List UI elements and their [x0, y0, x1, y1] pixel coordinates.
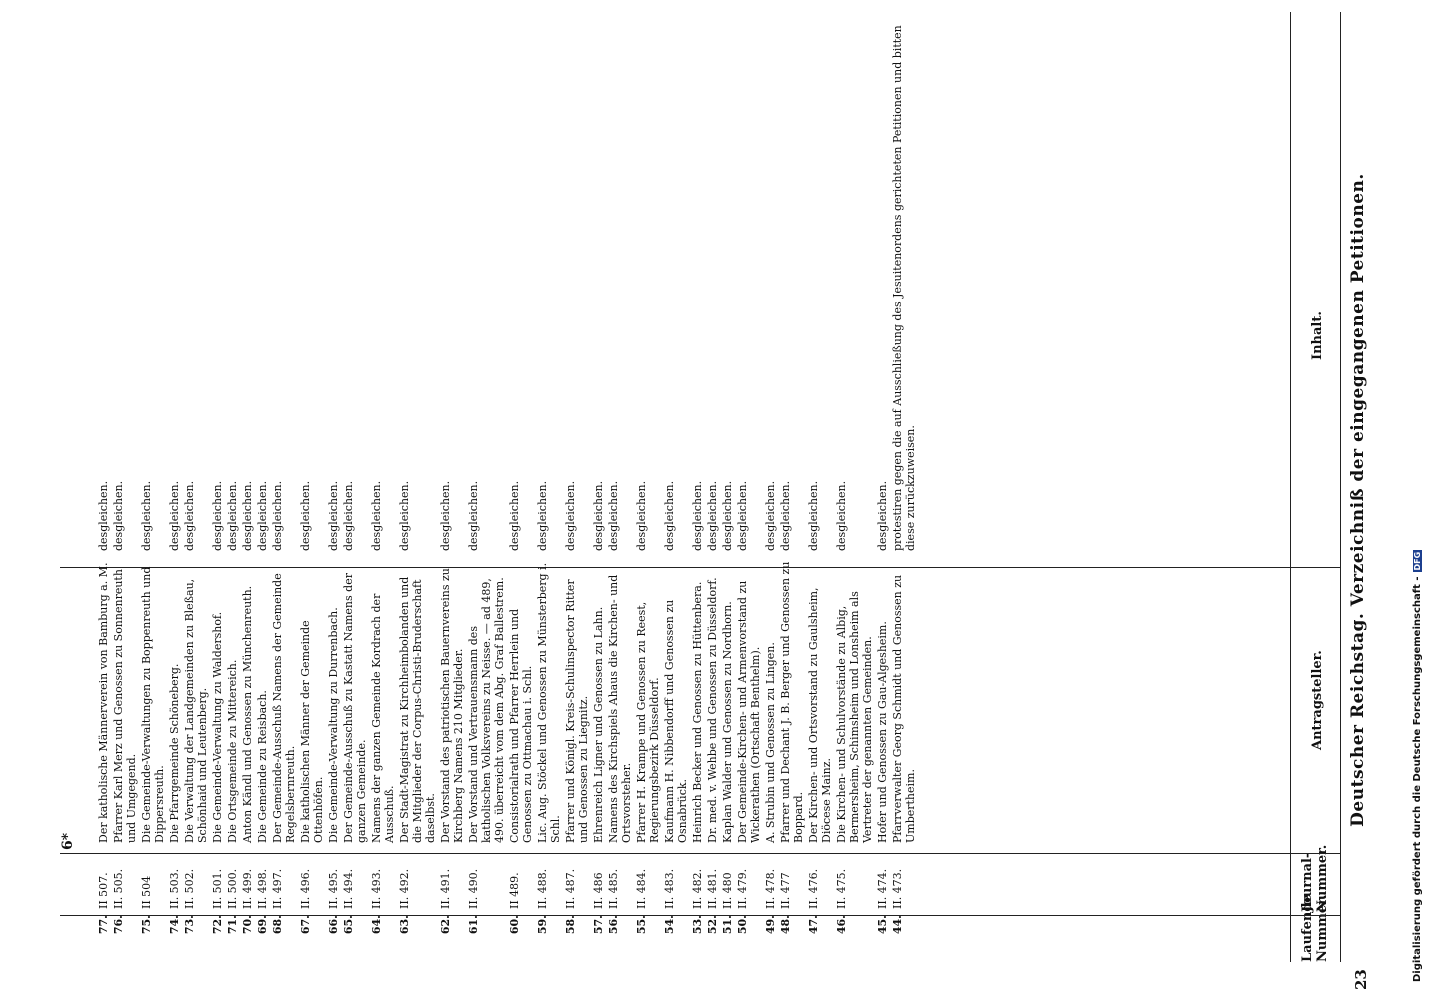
- table-row: [606, 12, 634, 962]
- column-header-antragsteller: Antragsteller.: [1310, 650, 1325, 750]
- table-row: [806, 12, 834, 962]
- petitioner: Namens des Kirchspiels Ahaus die Kirchen- und Ortsvorsteher.: [607, 574, 633, 843]
- table-row: [326, 12, 341, 962]
- row-number: 63.: [398, 915, 411, 935]
- petitioner: Die Kirchen- und Schulvorstände zu Albig, Bermersheim, Schimsheim und Lonsheim als Vertreter der genannten Gemeinden.: [835, 591, 874, 843]
- journal-number: II 507.: [97, 872, 110, 909]
- column-header-journal-nummer: Journal-Nummer.: [1300, 844, 1330, 912]
- table-row: [763, 12, 778, 962]
- petitioner: Kaplan Walder und Genossen zu Nordhorn.: [721, 601, 734, 843]
- journal-number: II. 490.: [467, 868, 480, 909]
- journal-number: II. 498.: [256, 868, 269, 909]
- table-row: [111, 12, 139, 962]
- petition-content: desgleichen.: [342, 480, 355, 551]
- petitioner: Pfarrverwalter Georg Schmidt und Genossen zu Umbertheim.: [891, 574, 917, 843]
- column-header-laufende-nummer: Laufende Nummer.: [1300, 894, 1330, 962]
- table-row: [662, 12, 690, 962]
- page-title: Deutscher Reichstag. Verzeichniß der eingegangenen Petitionen.: [1348, 173, 1368, 827]
- petitioner: Die Gemeinde-Verwaltung zu Waldershof.: [211, 611, 224, 843]
- journal-number: II. 502.: [183, 868, 196, 909]
- signature-mark: 6*: [60, 832, 76, 850]
- row-number: 67.: [299, 915, 312, 935]
- petition-content: desgleichen.: [183, 480, 196, 551]
- row-number: 50.: [736, 915, 749, 935]
- petition-content: desgleichen.: [327, 480, 340, 551]
- row-number: 76.: [112, 915, 125, 935]
- petition-content: protestiren gegen die auf Ausschließung des Jesuitenordens gerichteten Petitionen und bitten diese zurückzuweisen.: [891, 25, 917, 551]
- row-number: 53.: [691, 915, 704, 935]
- dfg-logo: DFG: [1413, 551, 1422, 571]
- journal-number: II. 505.: [112, 868, 125, 909]
- petition-content: desgleichen.: [467, 480, 480, 551]
- table-row: [341, 12, 369, 962]
- table-row: [298, 12, 326, 962]
- petition-content: desgleichen.: [536, 480, 549, 551]
- petitioner: Der Gemeinde-Kirchen- und Armenvorstand zu Wickerathen (Ortschaft Benthelm).: [736, 580, 762, 843]
- petitioner: Der Vorstand und Vertrauensmann des katholischen Volksvereins zu Neisse. — ad 489, 490. überreicht vom dem Abg. Graf Ballestrem.: [467, 577, 506, 843]
- petitioner: Die Pfarrgemeinde Schöneberg.: [168, 663, 181, 843]
- petition-content: desgleichen.: [691, 480, 704, 551]
- petition-content: desgleichen.: [241, 480, 254, 551]
- table-row: [96, 12, 111, 962]
- journal-number: II. 482.: [691, 868, 704, 909]
- table-row: [466, 12, 507, 962]
- journal-number: II. 486: [592, 872, 605, 909]
- journal-number: II. 485.: [607, 868, 620, 909]
- row-number: 62.: [439, 915, 452, 935]
- table-row: [225, 12, 240, 962]
- row-number: 68.: [271, 915, 284, 935]
- row-number: 48.: [779, 915, 792, 935]
- table-row: [255, 12, 270, 962]
- petition-content: desgleichen.: [439, 480, 452, 551]
- petition-content: desgleichen.: [140, 480, 153, 551]
- petitioner: Kaufmann H. Nibbendorff und Genossen zu Osnabrück.: [663, 599, 689, 843]
- table-row: [167, 12, 182, 962]
- petitioner: Consistorialrath und Pfarrer Herrlein und Genossen zu Ottmachau i. Schl.: [508, 608, 534, 843]
- journal-number: II. 496.: [299, 868, 312, 909]
- petitioner: Pfarrer und Dechant J. B. Berger und Genossen zu Boppard.: [779, 561, 805, 843]
- row-number: 44.: [891, 915, 904, 935]
- header-rule: [1340, 12, 1341, 962]
- petition-content: desgleichen.: [370, 480, 383, 551]
- petitioner: Lic. Aug. Stöckel und Genossen zu Münsterberg i. Schl.: [536, 562, 562, 843]
- table-row: [240, 12, 255, 962]
- petition-content: desgleichen.: [721, 480, 734, 551]
- petitioner: Die Ortsgemeinde zu Mittereich.: [226, 659, 239, 843]
- table-row: [438, 12, 466, 962]
- journal-number: II. 484.: [635, 868, 648, 909]
- petition-content: desgleichen.: [299, 480, 312, 551]
- page-number: 23: [1352, 969, 1370, 990]
- row-number: 55.: [635, 915, 648, 935]
- journal-number: II. 494.: [342, 868, 355, 909]
- row-number: 77.: [97, 915, 110, 935]
- petitioner: Der Gemeinde-Ausschuß zu Kastatt Namens der ganzen Gemeinde.: [342, 573, 368, 843]
- journal-number: II. 479.: [736, 868, 749, 909]
- petitioner: Pfarrer und Königl. Kreis-Schulinspector Ritter und Genossen zu Liegnitz.: [564, 579, 590, 843]
- petitioner: Pfarrer H. Krampe und Genossen zu Reest, Regierungsbezirk Düsseldorf.: [635, 601, 661, 843]
- table-row: [690, 12, 705, 962]
- journal-number: II. 480: [721, 872, 734, 909]
- petitioner: Der katholische Männerverein von Bamburg a. M.: [97, 562, 110, 843]
- petition-content: desgleichen.: [764, 480, 777, 551]
- petition-content: desgleichen.: [271, 480, 284, 551]
- journal-number: II. 483.: [663, 868, 676, 909]
- journal-number: II. 492.: [398, 868, 411, 909]
- table-row: [210, 12, 225, 962]
- journal-number: II. 477: [779, 872, 792, 909]
- table-row: [778, 12, 806, 962]
- row-number: 72.: [211, 915, 224, 935]
- journal-number: II. 478.: [764, 868, 777, 909]
- journal-number: II 504: [140, 875, 153, 909]
- table-row: [507, 12, 535, 962]
- petitioner: Der Stadt-Magistrat zu Kirchheimbolanden und die Mitglieder der Corpus-Christi-Bruderschaft daselbst.: [398, 576, 437, 843]
- petition-content: desgleichen.: [736, 480, 749, 551]
- petition-content: desgleichen.: [564, 480, 577, 551]
- row-number: 71.: [226, 915, 239, 935]
- petition-content: desgleichen.: [97, 480, 110, 551]
- journal-number: II. 488.: [536, 868, 549, 909]
- petitioner: Die Gemeinde-Verwaltung zu Durrenbach.: [327, 607, 340, 843]
- row-number: 65.: [342, 915, 355, 935]
- petition-content: desgleichen.: [876, 480, 889, 551]
- petitioner: A. Strubin und Genossen zu Lingen.: [764, 642, 777, 843]
- row-number: 51.: [721, 915, 734, 935]
- petition-content: desgleichen.: [256, 480, 269, 551]
- row-number: 54.: [663, 915, 676, 935]
- row-number: 64.: [370, 915, 383, 935]
- table-row: [890, 12, 918, 962]
- row-number: 49.: [764, 915, 777, 935]
- journal-number: II. 499.: [241, 868, 254, 909]
- row-number: 61.: [467, 915, 480, 935]
- journal-number: II. 475.: [835, 868, 848, 909]
- table-row: [705, 12, 720, 962]
- table-row: [634, 12, 662, 962]
- table-row: [563, 12, 591, 962]
- petition-content: desgleichen.: [607, 480, 620, 551]
- column-header-inhalt: Inhalt.: [1310, 311, 1325, 360]
- table-row: [591, 12, 606, 962]
- row-number: 69.: [256, 915, 269, 935]
- table-row: [535, 12, 563, 962]
- row-number: 57.: [592, 915, 605, 935]
- petitioner: Dr. med. v. Wehbe und Genossen zu Düsseldorf.: [706, 577, 719, 843]
- journal-number: II. 476.: [807, 868, 820, 909]
- petitioner: Die katholischen Männer der Gemeinde Ottenhöfen.: [299, 620, 325, 843]
- row-number: 52.: [706, 915, 719, 935]
- journal-number: II. 487.: [564, 868, 577, 909]
- row-number: 59.: [536, 915, 549, 935]
- table-row: [369, 12, 397, 962]
- petition-content: desgleichen.: [398, 480, 411, 551]
- table-row: [182, 12, 210, 962]
- petition-content: desgleichen.: [592, 480, 605, 551]
- journal-number: II. 497.: [271, 868, 284, 909]
- petition-content: desgleichen.: [211, 480, 224, 551]
- row-number: 75.: [140, 915, 153, 935]
- petition-table: [96, 12, 918, 962]
- petitioner: Namens der ganzen Gemeinde Kordrach der Ausschuß.: [370, 593, 396, 843]
- journal-number: II. 501.: [211, 868, 224, 909]
- petition-content: desgleichen.: [635, 480, 648, 551]
- row-number: 46.: [835, 915, 848, 935]
- petitioner: Die Gemeinde-Verwaltungen zu Boppenreuth und Dippersreuth.: [140, 566, 166, 843]
- journal-number: II. 500.: [226, 868, 239, 909]
- petitioner: Pfarrer Karl Merz und Genossen zu Sonnenreuth und Umgegend.: [112, 569, 138, 843]
- row-number: 73.: [183, 915, 196, 935]
- petition-content: desgleichen.: [168, 480, 181, 551]
- row-number: 66.: [327, 915, 340, 935]
- petitioner: Der Kirchen- und Ortsvorstand zu Gaulsheim, Diöcese Mainz.: [807, 587, 833, 843]
- petition-content: desgleichen.: [226, 480, 239, 551]
- petitioner: Anton Kändl und Genossen zu Münchenreuth.: [241, 585, 254, 843]
- petitioner: Ehrenreich Ligner und Genossen zu Lahn.: [592, 606, 605, 843]
- journal-number: II. 481.: [706, 868, 719, 909]
- petitioner: Die Gemeinde zu Reisbach.: [256, 690, 269, 843]
- petitioner: Heinrich Becker und Genossen zu Hüttenbera.: [691, 581, 704, 843]
- row-number: 47.: [807, 915, 820, 935]
- row-number: 74.: [168, 915, 181, 935]
- row-number: 60.: [508, 915, 521, 935]
- journal-number: II. 473.: [891, 868, 904, 909]
- row-number: 58.: [564, 915, 577, 935]
- table-row: [875, 12, 890, 962]
- petitioner: Hofer und Genossen zu Gau-Algesheim.: [876, 621, 889, 843]
- petition-content: desgleichen.: [807, 480, 820, 551]
- journal-number: II. 491.: [439, 868, 452, 909]
- row-number: 70.: [241, 915, 254, 935]
- petition-content: desgleichen.: [706, 480, 719, 551]
- petition-content: desgleichen.: [508, 480, 521, 551]
- digitization-note: Digitalisierung gefördert durch die Deutsche Forschungsgemeinschaft -DFG: [1412, 551, 1423, 982]
- petition-content: desgleichen.: [663, 480, 676, 551]
- journal-number: II. 493.: [370, 868, 383, 909]
- column-header-rule: [1290, 12, 1291, 962]
- row-number: 45.: [876, 915, 889, 935]
- petition-content: desgleichen.: [112, 480, 125, 551]
- table-row: [720, 12, 735, 962]
- table-row: [139, 12, 167, 962]
- journal-number: II 489.: [508, 872, 521, 909]
- petitioner: Der Vorstand des patriotischen Bauernvereins zu Kirchberg Namens 210 Mitglieder.: [439, 568, 465, 843]
- table-row: [270, 12, 298, 962]
- petition-content: desgleichen.: [835, 480, 848, 551]
- petition-content: desgleichen.: [779, 480, 792, 551]
- table-row: [735, 12, 763, 962]
- table-row: [834, 12, 875, 962]
- journal-number: II. 503.: [168, 868, 181, 909]
- table-row: [397, 12, 438, 962]
- petitioner: Der Gemeinde-Ausschuß Namens der Gemeinde Regelsbernreuth.: [271, 573, 297, 843]
- journal-number: II. 495.: [327, 868, 340, 909]
- journal-number: II. 474.: [876, 868, 889, 909]
- row-number: 56.: [607, 915, 620, 935]
- petitioner: Die Verwaltung der Landgemeinden zu Bleßau, Schönhaid und Leutenberg.: [183, 578, 209, 843]
